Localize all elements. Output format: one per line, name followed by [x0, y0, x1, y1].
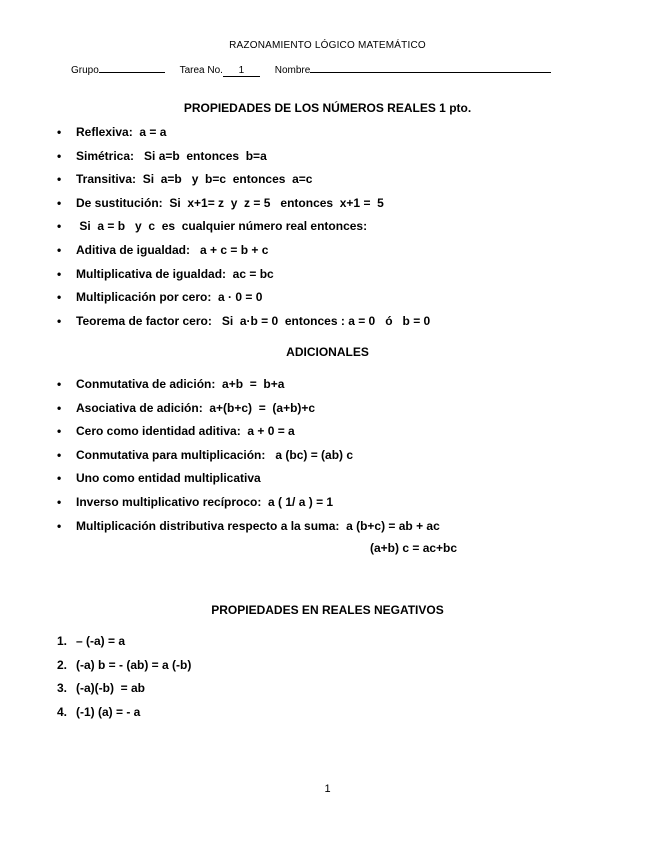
list-item: • Aditiva de igualdad: a + c = b + c — [57, 242, 430, 266]
name-blank — [310, 63, 551, 73]
section-title-additional: ADICIONALES — [286, 345, 369, 359]
name-field — [275, 63, 552, 76]
item-text: (-1) (a) = - a — [76, 704, 141, 719]
section-title-negative-reals: PROPIEDADES EN REALES NEGATIVOS — [211, 603, 444, 617]
list-item: • Si a = b y c es cualquier número real entonces: — [57, 218, 430, 242]
list-item: • Teorema de factor cero: Si a·b = 0 entonces : a = 0 ó b = 0 — [57, 313, 430, 337]
document-header-title: RAZONAMIENTO LÓGICO MATEMÁTICO — [229, 40, 426, 51]
item-number: 1. — [57, 634, 68, 648]
list-item: • Reflexiva: a = a — [57, 124, 430, 148]
item-number: 4. — [57, 704, 68, 719]
list-item: • Simétrica: Si a=b entonces b=a — [57, 148, 430, 172]
section-title-real-properties: PROPIEDADES DE LOS NÚMEROS REALES 1 pto. — [183, 101, 472, 115]
header-fields — [71, 63, 563, 77]
task-field — [180, 65, 260, 77]
list-item: • Asociativa de adición: a+(b+c) = (a+b)+c — [57, 400, 440, 424]
group-label: Grupo — [71, 65, 99, 76]
list-item: • Cero como identidad aditiva: a + 0 = a — [57, 423, 440, 447]
group-field — [71, 63, 165, 76]
list-item: • De sustitución: Si x+1= z y z = 5 entonces x+1 = 5 — [57, 195, 430, 219]
group-blank — [99, 63, 165, 73]
numbered-item — [57, 657, 191, 681]
list-item: • Transitiva: Si a=b y b=c entonces a=c — [57, 171, 430, 195]
numbered-item — [57, 680, 191, 704]
list-item: • Multiplicativa de igualdad: ac = bc — [57, 266, 430, 290]
item-text: – (-a) = a — [76, 634, 126, 648]
real-properties-list — [57, 124, 430, 336]
page-number: 1 — [324, 783, 331, 795]
list-item: • Conmutativa de adición: a+b = b+a — [57, 376, 440, 400]
negative-properties-list — [57, 633, 191, 727]
distributive-continuation: (a+b) c = ac+bc — [370, 541, 458, 555]
list-item: • Multiplicación distributiva respecto a la suma: a (b+c) = ab + ac — [57, 518, 440, 542]
item-text: (-a) b = - (ab) = a (-b) — [76, 657, 192, 672]
list-item: • Inverso multiplicativo recíproco: a ( 1/ a ) = 1 — [57, 494, 440, 518]
additional-properties-list — [57, 376, 440, 541]
list-item: • Uno como entidad multiplicativa — [57, 470, 440, 494]
task-number: 1 — [223, 65, 260, 77]
list-item: • Multiplicación por cero: a · 0 = 0 — [57, 289, 430, 313]
numbered-item — [57, 633, 191, 657]
item-number: 3. — [57, 681, 68, 696]
name-label: Nombre — [274, 65, 311, 76]
item-text: (-a)(-b) = ab — [76, 681, 145, 696]
list-item: • Conmutativa para multiplicación: a (bc) = (ab) c — [57, 447, 440, 471]
task-label: Tarea No. — [179, 65, 223, 76]
numbered-item — [57, 704, 191, 728]
item-number: 2. — [57, 657, 68, 672]
